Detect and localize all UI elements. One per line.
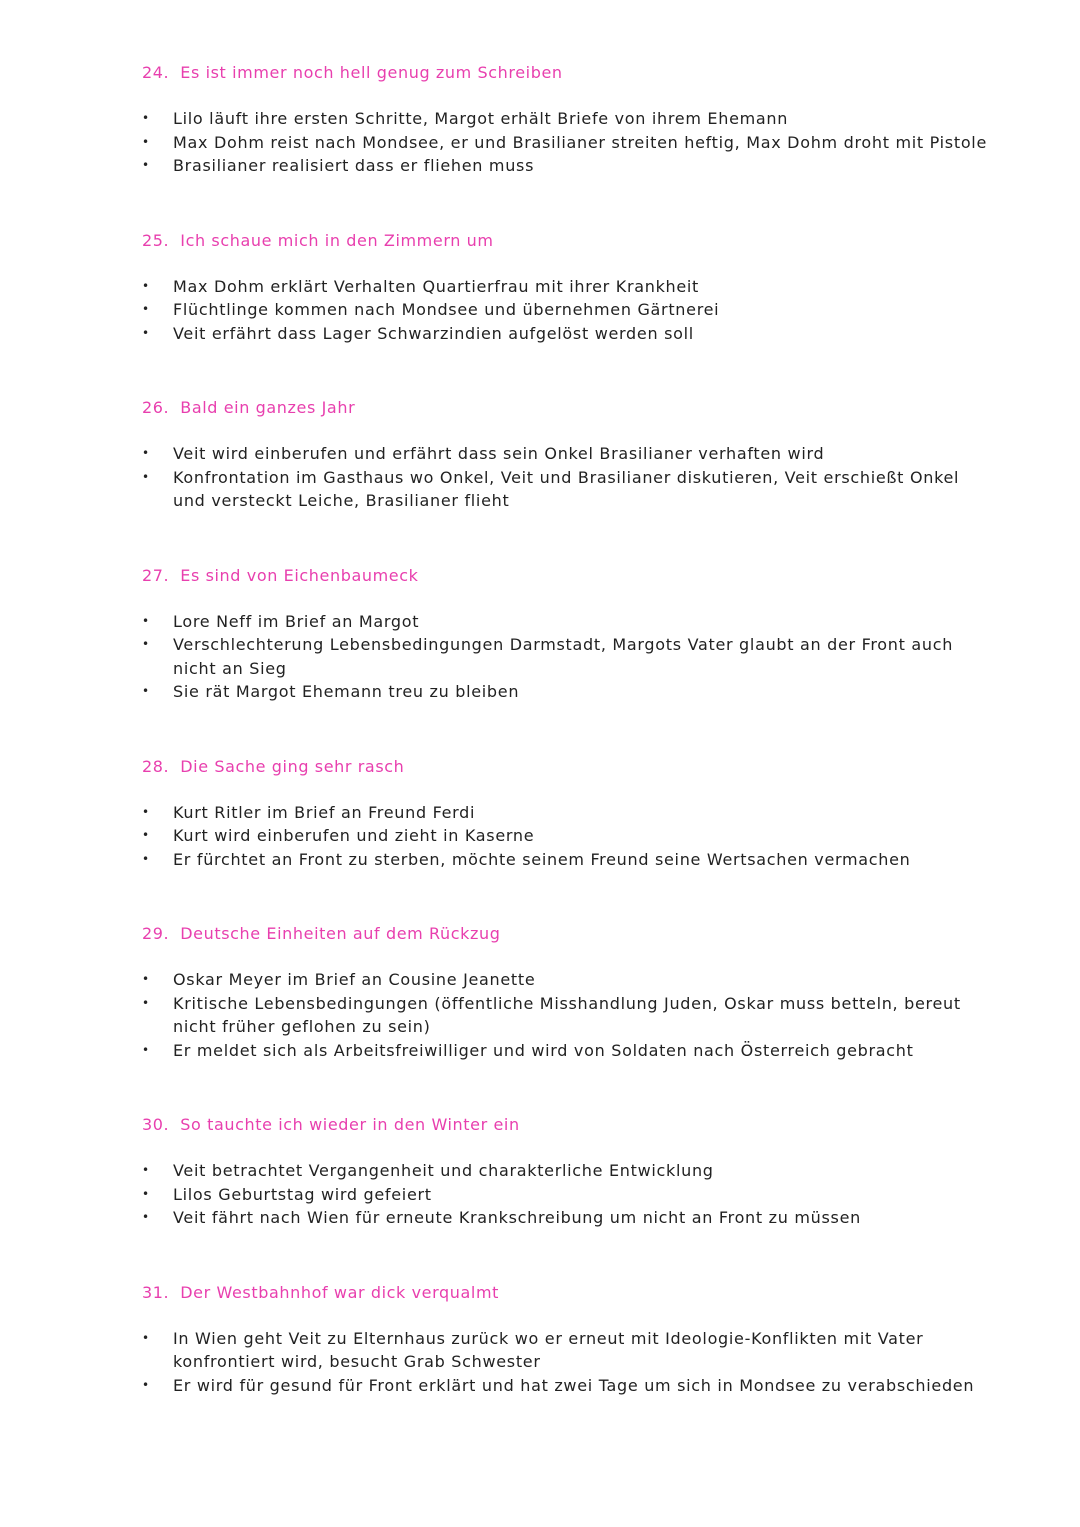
chapter-heading — [142, 60, 990, 86]
chapter-summary-section — [142, 1112, 990, 1230]
chapter-number: 24. — [142, 63, 170, 82]
summary-bullet-item: • Sie rät Margot Ehemann treu zu bleiben — [142, 680, 990, 704]
summary-bullet-list — [142, 801, 990, 872]
summary-bullet-item: • Verschlechterung Lebensbedingungen Darmstadt, Margots Vater glaubt an der Front auch nicht an Sieg — [142, 633, 990, 680]
summary-bullet-item: • Er wird für gesund für Front erklärt und hat zwei Tage um sich in Mondsee zu verabschieden — [142, 1374, 990, 1398]
chapter-summary-section — [142, 754, 990, 872]
summary-bullet-item: • Brasilianer realisiert dass er fliehen muss — [142, 154, 990, 178]
summary-bullet-item: • Veit betrachtet Vergangenheit und charakterliche Entwicklung — [142, 1159, 990, 1183]
summary-bullet-list — [142, 107, 990, 178]
chapter-title: Es sind von Eichenbaumeck — [180, 565, 419, 585]
chapter-heading — [142, 921, 990, 947]
chapter-title: Es ist immer noch hell genug zum Schreiben — [180, 63, 563, 82]
chapter-number: 31. — [142, 1282, 170, 1302]
chapter-heading — [142, 754, 990, 780]
chapter-title: Deutsche Einheiten auf dem Rückzug — [180, 924, 501, 943]
chapter-summary-section — [142, 228, 990, 346]
summary-bullet-item: • Veit erfährt dass Lager Schwarzindien aufgelöst werden soll — [142, 322, 990, 346]
chapter-title: So tauchte ich wieder in den Winter ein — [180, 1115, 520, 1134]
summary-bullet-item: • Konfrontation im Gasthaus wo Onkel, Veit und Brasilianer diskutieren, Veit erschießt Onkel und versteckt Leiche, Brasilianer flieht — [142, 466, 990, 513]
chapter-number: 30. — [142, 1115, 170, 1134]
summary-bullet-item: • Oskar Meyer im Brief an Cousine Jeanette — [142, 968, 990, 992]
summary-bullet-list — [142, 275, 990, 346]
summary-bullet-item: • Veit fährt nach Wien für erneute Krankschreibung um nicht an Front zu müssen — [142, 1206, 990, 1230]
summary-bullet-list — [142, 610, 990, 704]
summary-bullet-item: • Veit wird einberufen und erfährt dass sein Onkel Brasilianer verhaften wird — [142, 442, 990, 466]
chapter-summary-section — [142, 1280, 990, 1398]
summary-bullet-item: • Max Dohm erklärt Verhalten Quartierfrau mit ihrer Krankheit — [142, 275, 990, 299]
chapter-heading — [142, 563, 990, 589]
chapter-title: Die Sache ging sehr rasch — [180, 756, 405, 776]
summary-bullet-item: • Kurt Ritler im Brief an Freund Ferdi — [142, 801, 990, 825]
chapter-summary-section — [142, 395, 990, 513]
summary-bullet-item: • Lilo läuft ihre ersten Schritte, Margot erhält Briefe von ihrem Ehemann — [142, 107, 990, 131]
summary-bullet-item: • Lilos Geburtstag wird gefeiert — [142, 1183, 990, 1207]
summary-bullet-list — [142, 1159, 990, 1230]
chapter-number: 27. — [142, 565, 170, 585]
chapter-heading — [142, 395, 990, 421]
chapter-title: Ich schaue mich in den Zimmern um — [180, 230, 494, 250]
summary-bullet-item: • Er meldet sich als Arbeitsfreiwilliger und wird von Soldaten nach Österreich gebracht — [142, 1039, 990, 1063]
summary-bullet-item: • Kurt wird einberufen und zieht in Kaserne — [142, 824, 990, 848]
chapter-heading — [142, 1112, 990, 1138]
chapter-number: 25. — [142, 230, 170, 250]
chapter-heading — [142, 1280, 990, 1306]
chapter-number: 26. — [142, 398, 170, 417]
chapter-heading — [142, 228, 990, 254]
chapter-title: Bald ein ganzes Jahr — [180, 398, 356, 417]
summary-bullet-item: • Kritische Lebensbedingungen (öffentliche Misshandlung Juden, Oskar muss betteln, bereut nicht früher geflohen zu sein) — [142, 992, 990, 1039]
summary-bullet-item: • In Wien geht Veit zu Elternhaus zurück wo er erneut mit Ideologie-Konflikten mit Vater konfrontiert wird, besucht Grab Schwester — [142, 1327, 990, 1374]
chapter-summary-section — [142, 563, 990, 704]
summary-bullet-list — [142, 442, 990, 513]
summary-bullet-list — [142, 968, 990, 1062]
chapter-number: 28. — [142, 756, 170, 776]
summary-bullet-item: • Er fürchtet an Front zu sterben, möchte seinem Freund seine Wertsachen vermachen — [142, 848, 990, 872]
summary-bullet-item: • Max Dohm reist nach Mondsee, er und Brasilianer streiten heftig, Max Dohm droht mit Pistole — [142, 131, 990, 155]
chapter-number: 29. — [142, 924, 170, 943]
summary-bullet-list — [142, 1327, 990, 1398]
chapter-summary-section — [142, 60, 990, 178]
chapter-summary-section — [142, 921, 990, 1062]
summary-bullet-item: • Lore Neff im Brief an Margot — [142, 610, 990, 634]
summary-bullet-item: • Flüchtlinge kommen nach Mondsee und übernehmen Gärtnerei — [142, 298, 990, 322]
chapter-title: Der Westbahnhof war dick verqualmt — [180, 1282, 500, 1302]
